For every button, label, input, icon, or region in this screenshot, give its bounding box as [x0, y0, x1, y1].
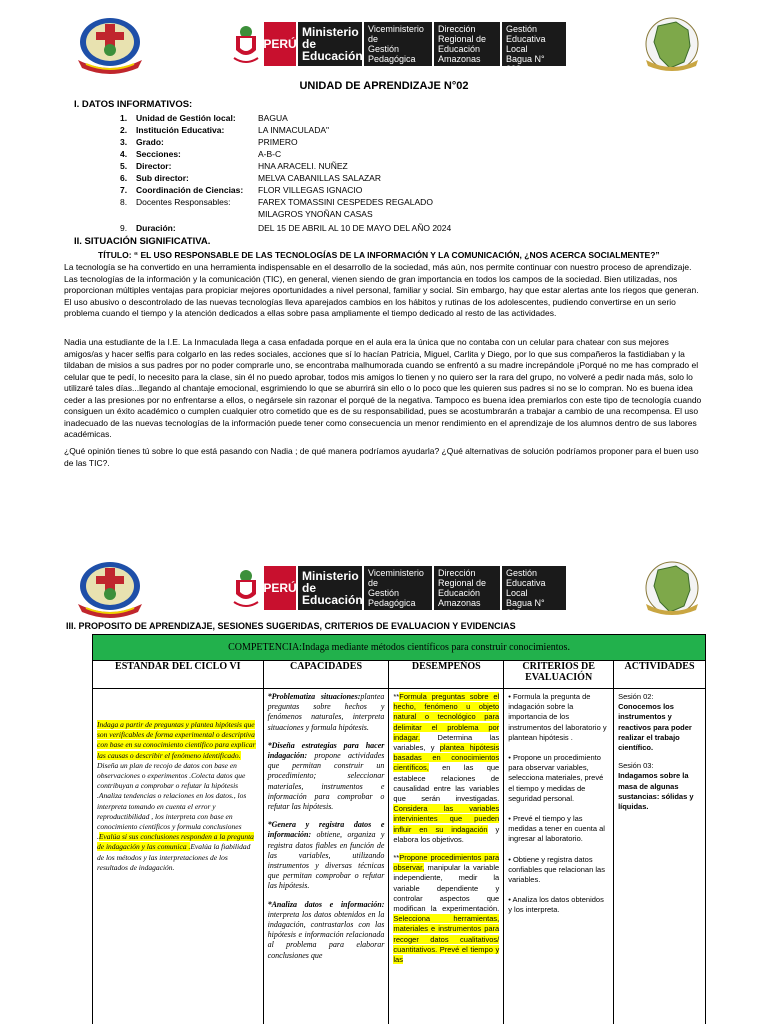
peru-coat-of-arms-icon: [230, 566, 262, 610]
column-header: ESTANDAR DEL CICLO VI: [93, 661, 264, 689]
situacion-title: TÍTULO: “ EL USO RESPONSABLE DE LAS TECNOLOGÍAS DE LA INFORMACIÓN Y LA COMUNICACIÓN, ¿NOS ACERCA SOCIALMENTE?”: [98, 250, 660, 260]
document-title: UNIDAD DE APRENDIZAJE N°02: [299, 80, 469, 92]
page-header: [0, 16, 768, 74]
ugel-label: Unidad de Gestión Educativa Local Bagua N° 303: [502, 22, 566, 66]
column-header: CAPACIDADES: [263, 661, 389, 689]
info-row: 8. Docentes Responsables: FAREX TOMASSINI CESPEDES REGALADO: [120, 197, 433, 207]
direccion-label: Dirección Regional de Educación Amazonas: [434, 566, 500, 610]
capacidad-item: *Problematiza situaciones:plantea preguntas sobre hechos y fenómenos naturales, interpreta situaciones y formula hipótesis.: [267, 692, 385, 732]
amazonas-map-logo: [640, 560, 704, 618]
peru-label: PERÚ: [264, 566, 296, 610]
page-header: [0, 560, 768, 618]
proposito-table: [92, 634, 706, 1024]
info-row: 3. Grado: PRIMERO: [120, 137, 298, 147]
criterio-item: • Formula la pregunta de indagación sobre la importancia de los instrumentos del laboratorio y plantean hipótesis .: [508, 692, 607, 742]
competencia-row: COMPETENCIA:Indaga mediante métodos científicos para construir conocimientos.: [93, 635, 706, 661]
desempenos-cell: [389, 689, 504, 1024]
criterio-item: • Propone un procedimiento para observar variables, selecciona materiales, prevé el tiempo y medidas de seguridad personal.: [508, 753, 604, 803]
info-row: MILAGROS YNOÑAN CASAS: [258, 209, 373, 219]
section-heading-situacion: II. SITUACIÓN SIGNIFICATIVA.: [74, 236, 211, 247]
datos-informativos-list: [120, 112, 451, 234]
peru-label: PERÚ: [264, 22, 296, 66]
minedu-banner: [230, 558, 566, 618]
section-heading-datos: I. DATOS INFORMATIVOS:: [74, 99, 193, 110]
info-row: 5. Director: HNA ARACELI. NUÑEZ: [120, 161, 348, 171]
peru-coat-of-arms-icon: [230, 22, 262, 66]
criterios-cell: [504, 689, 614, 1024]
section-heading-proposito: III. PROPOSITO DE APRENDIZAJE, SESIONES SUGERIDAS, CRITERIOS DE EVALUACION Y EVIDENCIAS: [66, 621, 516, 631]
criterio-item: • Prevé el tiempo y las medidas a tener en cuenta al ingresar al laboratorio.: [508, 814, 605, 844]
info-row: 2. Institución Educativa: LA INMACULADA": [120, 125, 330, 135]
viceministerio-label: Viceministerio de Gestión Pedagógica: [364, 22, 432, 66]
ugel-label: Unidad de Gestión Educativa Local Bagua N° 303: [502, 566, 566, 610]
criterio-item: • Obtiene y registra datos confiables que relacionan las variables.: [508, 854, 605, 885]
info-row: 7. Coordinación de Ciencias: FLOR VILLEGAS IGNACIO: [120, 185, 363, 195]
capacidad-item: *Genera y registra datos e información: obtiene, organiza y registra datos fiables en función de las variables, utilizando instrumentos y diversas técnicas que permitan comprobar o refutar las hipótesis.: [267, 820, 385, 891]
estandar-cell: Indaga a partir de preguntas y plantea hipótesis que son verificables de forma experimental o descriptiva con base en su conocimiento científico para explicar las causas o describir el fenómeno identificado. Diseña un plan de recojo de datos con base en observaciones o experimentos .Colecta datos que contribuyan a comprobar o refutar la hipótesis .Analiza tendencias o relaciones en los datos., los interpreta tomando en cuenta el error y reproductibilidad , los interpreta con base en conocimiento científicos y formula conclusiones .Evalúa si sus conclusiones responden a la pregunta de indagación y las comunica .Evalúa la fiabilidad de los métodos y las interpretaciones de los resultados de indagación.: [93, 689, 264, 1024]
column-header: ACTIVIDADES: [614, 661, 706, 689]
info-row: 4. Secciones: A-B-C: [120, 149, 282, 159]
paragraph: Nadia una estudiante de la I.E. La Inmaculada llega a casa enfadada porque en el aula era la única que no contaba con un celular para chatear con sus mejores amigos/as y hacer selfis para colgarlo en las redes sociales, acciones que sí lo hacían Patricia, Miguel, Carlita y Diego, por lo que sus compañeros la fastidiaban y la tildaban de misios a sus padres por no poder comprarle uno, se encontraba malhumorada cuando se enfrentó a su madre increpándole ¡Porqué no me has comprado el celular que te pedí, lo necesito para la clase, sin él no puedo aprobar, todos mis amigos lo tienen y no quiero ser la rara del grupo, no volveré a pedir nada más, solo lo utilizaré tales días...llegando al chantaje emocional, esgrimiendo lo que se aburrirá sin ello o lo poco que les quieren sus padres si no se lo compran. No es buena idea ceder a las presiones por no enfrentarse a ellos, o negársele sin razonar el porqué de la negativa. Tampoco es buena idea premiarlos con este tipo de tecnología cuando consiguen un éxito académico o cumplen cualquier otro cometido que es de su responsabilidad, pues se acostumbrarán a trabajar a cambio de una recompensa. El uso inadecuado de las nuevas tecnologías de la información puede tener como consecuencia un menor rendimiento en el aprendizaje de los alumnos dentro de sus labores académicas.: [64, 337, 702, 439]
amazonas-map-logo: [640, 16, 704, 74]
actividades-cell: [614, 689, 706, 1024]
desempeno-item: **Formula preguntas sobre el hecho, fenómeno u objeto natural o tecnológico para delimitar el problema por indagar. Determina las variables, y plantea hipótesis basadas en conocimientos científicos, en las que establece relaciones de causalidad entre las variables que serán investigadas. Considera las variables intervinientes que pueden influir en su indagación y elabora los objetivos.: [393, 692, 500, 844]
actividad-item: Sesión 02: Conocemos los instrumentos y reactivos para poder realizar el trabajo científico.: [618, 692, 692, 753]
info-row: 1. Unidad de Gestión local: BAGUA: [120, 113, 288, 123]
capacidad-item: *Analiza datos e información: interpreta los datos obtenidos en la indagación, contrastarlos con las hipótesis e información relacionada al problema para elaborar conclusiones que: [267, 899, 385, 960]
criterio-item: • Analiza los datos obtenidos y los interpreta.: [508, 895, 604, 915]
capacidad-item: *Diseña estrategias para hacer indagación: propone actividades que permitan construir un procedimiento; seleccionar materiales, instrumentos e información para comprobar o refutar las hipótesis.: [267, 740, 385, 812]
paragraph: ¿Qué opinión tienes tú sobre lo que está pasando con Nadia ; de qué manera podríamos ayudarla? ¿Qué alternativas de solución podríamos proponer para el buen uso de las TIC?.: [64, 446, 699, 468]
viceministerio-label: Viceministerio de Gestión Pedagógica: [364, 566, 432, 610]
desempeno-item: **Propone procedimientos para observar, manipular la variable independiente, medir la variable dependiente y controlar aspectos que modifican la experimentación. Selecciona herramientas, materiales e instrumentos para recoger datos cualitativos/ cuantitativos. Prevé el tiempo y las: [393, 853, 500, 965]
paragraph: La tecnología se ha convertido en una herramienta indispensable en el desarrollo de la sociedad, más aún, nos permite continuar con nuestro proceso de aprendizaje. Las tecnologías de la información y la comunicación (TIC), en general, vienen siendo de gran importancia en todos los campos de la sociedad. Bien utilizadas, nos proporcionan múltiples ventajas para propiciar mejores oportunidades a nivel personal, familiar y social. Sin embargo, hay que estar alertas ante los riegos que generan. El uso abusivo o descontrolado de las nuevas tecnologías lleva aparejados cambios en los hábitos y rutinas de los adolescentes, pudiendo convertirse en un serio problema cuando el tiempo y la atención dedicados a ellas sobre pasa ampliamente el tiempo dedicado al resto de las actividades.: [64, 262, 699, 318]
minedu-banner: [230, 14, 566, 74]
school-crest-logo: [72, 560, 148, 618]
column-header: CRITERIOS DE EVALUACIÓN: [504, 661, 614, 689]
ministerio-label: Ministerio de Educación: [298, 566, 362, 610]
info-row: 9. Duración: DEL 15 DE ABRIL AL 10 DE MAYO DEL AÑO 2024: [120, 223, 452, 233]
capacidades-cell: [263, 689, 389, 1024]
info-row: 6. Sub director: MELVA CABANILLAS SALAZAR: [120, 173, 381, 183]
direccion-label: Dirección Regional de Educación Amazonas: [434, 22, 500, 66]
actividad-item: Sesión 03: Indagamos sobre la masa de algunas sustancias: sólidas y líquidas.: [618, 761, 694, 812]
ministerio-label: Ministerio de Educación: [298, 22, 362, 66]
school-crest-logo: [72, 16, 148, 74]
column-header: DESEMPEÑOS: [389, 661, 504, 689]
